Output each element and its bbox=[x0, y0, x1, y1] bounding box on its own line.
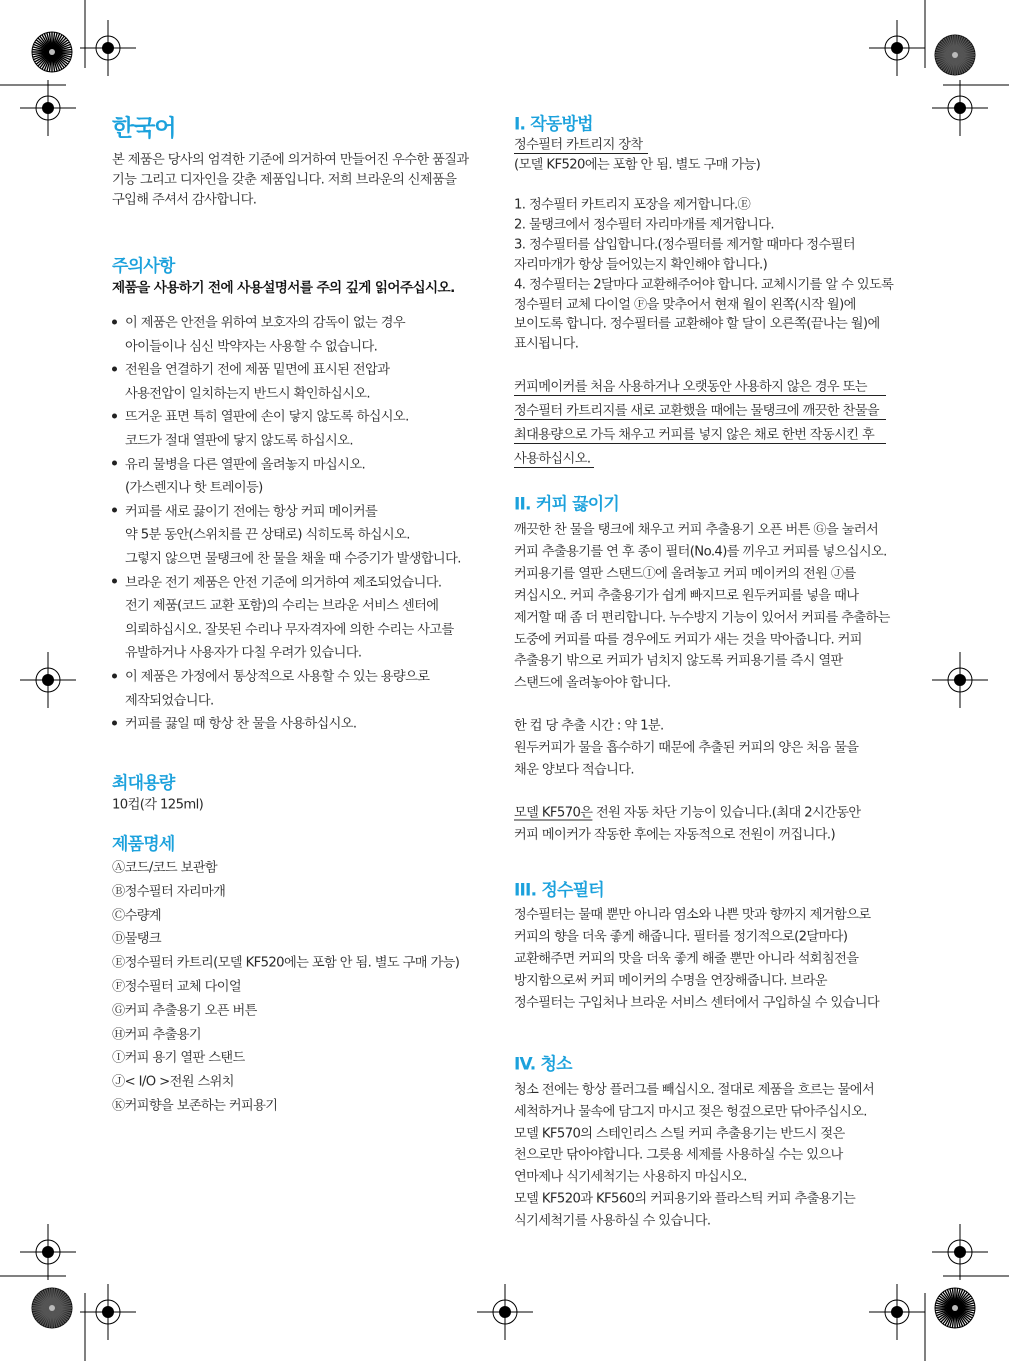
cleaning-line: 모델 KF520과 KF560의 커피용기와 플라스틱 커피 추출용기는 bbox=[514, 1191, 856, 1207]
bullet-continuation: 제작되었습니다. bbox=[125, 693, 214, 709]
registration-dot-icon bbox=[891, 1306, 903, 1318]
registration-dot-icon bbox=[954, 102, 966, 114]
parts-heading: 제품명세 bbox=[112, 834, 175, 855]
step-line: 2. 물탱크에서 정수필터 자리마개를 제거합니다. bbox=[514, 217, 774, 233]
parts-list-item: Ⓙ< I/O >전원 스위치 bbox=[112, 1074, 234, 1090]
starburst-center-icon bbox=[49, 49, 55, 55]
cleaning-line: 세척하거나 물속에 담그지 마시고 젖은 헝겊으로만 닦아주십시오. bbox=[514, 1104, 867, 1120]
registration-dot-icon bbox=[42, 674, 54, 686]
registration-dot-icon bbox=[102, 42, 114, 54]
bullet-item: 뜨거운 표면 특히 열판에 손이 닿지 않도록 하십시오. bbox=[125, 406, 409, 425]
bullet-continuation: 유발하거나 사용자가 다칠 우려가 있습니다. bbox=[125, 645, 362, 661]
cleaning-line: 청소 전에는 항상 플러그를 빼십시오. 절대로 제품을 흐르는 물에서 bbox=[514, 1082, 875, 1098]
bullet-continuation: 코드가 절대 열판에 닿지 않도록 하십시오. bbox=[125, 433, 353, 449]
filter-line: 커피의 향을 더욱 좋게 해줍니다. 필터를 정기적으로(2달마다) bbox=[514, 929, 848, 945]
starburst-center-icon bbox=[49, 1305, 55, 1311]
caution-heading: 주의사항 bbox=[112, 256, 175, 277]
starburst-center-icon bbox=[952, 52, 958, 58]
starburst-center-icon bbox=[952, 1305, 958, 1311]
brewing-line: 스탠드에 올려놓아야 합니다. bbox=[514, 675, 671, 691]
bullet-item: 커피를 새로 끓이기 전에는 항상 커피 메이커를 bbox=[125, 500, 377, 519]
parts-list-item: Ⓐ코드/코드 보관함 bbox=[112, 860, 217, 876]
bullet-continuation: 그렇지 않으면 물탱크에 찬 물을 채울 때 수증기가 발생합니다. bbox=[125, 551, 461, 567]
brewing-line: 제거할 때 좀 더 편리합니다. 누수방지 기능이 있어서 커피를 추출하는 bbox=[514, 610, 890, 626]
brewing-line: 깨끗한 찬 물을 탱크에 채우고 커피 추출용기 오픈 버튼 Ⓖ을 눌러서 bbox=[514, 522, 879, 538]
parts-list-item: Ⓗ커피 추출용기 bbox=[112, 1027, 202, 1043]
filter-note: (모델 KF520에는 포함 안 됨. 별도 구매 가능) bbox=[514, 157, 761, 173]
parts-list-item: Ⓑ정수필터 자리마개 bbox=[112, 884, 226, 900]
registration-dot-icon bbox=[42, 102, 54, 114]
parts-list-item: Ⓖ커피 추출용기 오픈 버튼 bbox=[112, 1003, 257, 1019]
registration-dot-icon bbox=[102, 1306, 114, 1318]
cleaning-line: 연마제나 식기세척기는 사용하지 마십시오. bbox=[514, 1169, 747, 1185]
parts-list-item: Ⓕ정수필터 교체 다이얼 bbox=[112, 979, 242, 995]
section-2-heading: II. 커피 끓이기 bbox=[514, 494, 620, 515]
section-4-heading: IV. 청소 bbox=[514, 1054, 572, 1075]
bullet-continuation: 사용전압이 일치하는지 반드시 확인하십시오. bbox=[125, 386, 371, 402]
bullet-item: 이 제품은 안전을 위하여 보호자의 감독이 없는 경우 bbox=[125, 312, 405, 331]
bullet-continuation: 약 5분 동안(스위치를 끈 상태로) 식히도록 하십시오. bbox=[125, 527, 410, 543]
first-use-note-line: 커피메이커를 처음 사용하거나 오랫동안 사용하지 않은 경우 또는 bbox=[514, 379, 867, 395]
brew-time-line: 원두커피가 물을 흡수하기 때문에 추출된 커피의 양은 처음 물을 bbox=[514, 740, 859, 756]
divider-line bbox=[514, 467, 594, 468]
brewing-line: 도중에 커피를 따를 경우에도 커피가 새는 것을 막아줍니다. 커피 bbox=[514, 632, 862, 647]
section-3-heading: III. 정수필터 bbox=[514, 880, 604, 901]
bullet-item: 전원을 연결하기 전에 제품 밑면에 표시된 전압과 bbox=[125, 359, 389, 378]
parts-list-item: Ⓘ커피 용기 열판 스탠드 bbox=[112, 1050, 245, 1066]
auto-shutoff-text: 전원 자동 차단 기능이 있습니다.(최대 2시간동안 bbox=[592, 805, 861, 821]
bullet-item: 커피를 끓일 때 항상 찬 물을 사용하십시오. bbox=[125, 713, 357, 732]
parts-list-item: Ⓔ정수필터 카트리(모델 KF520에는 포함 안 됨. 별도 구매 가능) bbox=[112, 955, 460, 971]
brewing-line: 커피용기를 열판 스탠드Ⓘ에 올려놓고 커피 메이커의 전원 Ⓙ를 bbox=[514, 566, 856, 582]
intro-line: 본 제품은 당사의 엄격한 기준에 의거하여 만들어진 우수한 품질과 bbox=[112, 152, 469, 168]
filter-install-subtitle: 정수필터 카트리지 장착 bbox=[514, 137, 643, 153]
brewing-line: 추출용기 밖으로 커피가 넘치지 않도록 커피용기를 즉시 열판 bbox=[514, 653, 843, 669]
brew-time-line: 한 컵 당 추출 시간 : 약 1분. bbox=[514, 718, 664, 734]
step-line: 표시됩니다. bbox=[514, 336, 579, 352]
registration-dot-icon bbox=[954, 674, 966, 686]
bullet-continuation: 의뢰하십시오. 잘못된 수리나 무자격자에 의한 수리는 사고를 bbox=[125, 622, 454, 638]
first-use-note-line: 정수필터 카트리지를 새로 교환했을 때에는 물탱크에 깨끗한 찬물을 bbox=[514, 403, 880, 419]
filter-line: 정수필터는 물때 뿐만 아니라 염소와 나쁜 맛과 향까지 제거함으로 bbox=[514, 907, 871, 923]
brewing-line: 커피 추출용기를 연 후 종이 필터(No.4)를 끼우고 커피를 넣으십시오. bbox=[514, 544, 887, 560]
filter-line: 교환해주면 커피의 맛을 더욱 좋게 해줄 뿐만 아니라 석회침전을 bbox=[514, 951, 859, 967]
bullet-item: 브라운 전기 제품은 안전 기준에 의거하여 제조되었습니다. bbox=[125, 571, 441, 590]
first-use-note-line: 최대용량으로 가득 채우고 커피를 넣지 않은 채로 한번 작동시킨 후 bbox=[514, 427, 875, 443]
step-line: 정수필터 교체 다이얼 Ⓕ을 맞추어서 현재 월이 왼쪽(시작 월)에 bbox=[514, 297, 856, 312]
intro-line: 구입해 주셔서 감사합니다. bbox=[112, 192, 257, 208]
step-line: 1. 정수필터 카트리지 포장을 제거합니다.Ⓔ bbox=[514, 197, 751, 213]
capacity-value: 10컵(각 125ml) bbox=[112, 797, 204, 813]
first-use-note-line: 사용하십시오. bbox=[514, 451, 591, 467]
brew-time-line: 채운 양보다 적습니다. bbox=[514, 762, 635, 778]
cleaning-line: 천으로만 닦아야합니다. 그릇용 세제를 사용하실 수는 있으나 bbox=[514, 1147, 843, 1163]
registration-dot-icon bbox=[891, 42, 903, 54]
divider-line bbox=[514, 419, 886, 420]
brewing-line: 켜십시오. 커피 추출용기가 쉽게 빠지므로 원두커피를 넣을 때나 bbox=[514, 588, 859, 604]
cleaning-line: 모델 KF570의 스테인리스 스틸 커피 추출용기는 반드시 젖은 bbox=[514, 1126, 845, 1142]
registration-dot-icon bbox=[499, 1306, 511, 1318]
bullet-continuation: 아이들이나 심신 박약자는 사용할 수 없습니다. bbox=[125, 339, 378, 355]
intro-line: 기능 그리고 디자인을 갖춘 제품입니다. 저희 브라운의 신제품을 bbox=[112, 172, 457, 188]
divider-line bbox=[514, 395, 886, 396]
bullet-item: 이 제품은 가정에서 통상적으로 사용할 수 있는 용량으로 bbox=[125, 666, 429, 685]
bullet-continuation: 전기 제품(코드 교환 포함)의 수리는 브라운 서비스 센터에 bbox=[125, 598, 439, 614]
section-1-heading: I. 작동방법 bbox=[514, 114, 593, 135]
step-line: 3. 정수필터를 삽입합니다.(정수필터를 제거할 때마다 정수필터 bbox=[514, 237, 855, 253]
parts-list-item: Ⓓ물탱크 bbox=[112, 931, 162, 947]
parts-list-item: Ⓒ수량계 bbox=[112, 908, 162, 924]
filter-line: 방지함으로써 커피 메이커의 수명을 연장해줍니다. 브라운 bbox=[514, 973, 827, 989]
cleaning-line: 식기세척기를 사용하실 수 있습니다. bbox=[514, 1213, 711, 1229]
parts-list-item: Ⓚ커피향을 보존하는 커피용기 bbox=[112, 1098, 278, 1114]
auto-shutoff-note bbox=[514, 802, 861, 821]
capacity-heading: 최대용량 bbox=[112, 773, 175, 794]
registration-dot-icon bbox=[954, 1246, 966, 1258]
caution-subtitle: 제품을 사용하기 전에 사용설명서를 주의 깊게 읽어주십시오. bbox=[112, 280, 455, 296]
divider-line bbox=[514, 443, 886, 444]
filter-line: 정수필터는 구입처나 브라운 서비스 센터에서 구입하실 수 있습니다 bbox=[514, 995, 880, 1011]
page-title: 한국어 bbox=[112, 115, 176, 142]
auto-shutoff-note-line2: 커피 메이커가 작동한 후에는 자동적으로 전원이 꺼집니다.) bbox=[514, 827, 836, 843]
bullet-item: 유리 물병을 다른 열판에 올려놓지 마십시오. bbox=[125, 453, 365, 472]
model-kf570-label: 모델 KF570은 bbox=[514, 805, 593, 821]
step-line: 자리마개가 항상 들어있는지 확인해야 합니다.) bbox=[514, 257, 768, 273]
step-line: 4. 정수필터는 2달마다 교환해주어야 합니다. 교체시기를 알 수 있도록 bbox=[514, 277, 894, 293]
bullet-continuation: (가스렌지나 핫 트레이등) bbox=[125, 480, 263, 496]
step-line: 보이도록 합니다. 정수필터를 교환해야 할 달이 오른쪽(끝나는 월)에 bbox=[514, 316, 880, 332]
registration-dot-icon bbox=[42, 1246, 54, 1258]
